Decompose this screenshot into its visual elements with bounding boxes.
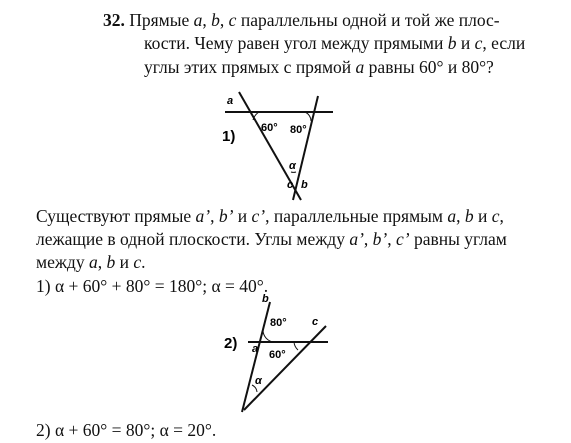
problem-number: 32. [103,10,125,30]
angle-alpha: α [255,375,262,387]
text: и [473,206,492,226]
var-b: b [106,252,116,272]
text: параллельны одной и той же плос- [236,10,500,30]
text: , [210,206,219,226]
var-b-prime: b’ [218,206,234,226]
figure-label: 1) [222,128,236,145]
angle-arc-80 [305,112,311,121]
text: кости. Чему равен угол между прямыми [144,33,448,53]
angle-60: 60° [261,122,278,134]
figure-1 [215,88,345,208]
text: , [219,10,229,30]
text: и [115,252,134,272]
figure-2 [222,290,352,416]
text: , [202,10,212,30]
problem-line-1 [103,10,500,30]
angle-60: 60° [269,349,286,361]
var-c: c [228,10,237,30]
text: лежащие в одной плоскости. Углы между [36,229,350,249]
angle-arc-60 [294,342,298,350]
var-a: a [447,206,457,226]
label-c: c [287,179,294,191]
text: и [233,206,252,226]
var-a: a [88,252,98,272]
solution-line-2 [36,229,507,249]
label-a: a [227,95,234,107]
text: , [97,252,107,272]
label-b: b [262,293,269,305]
solution-line-3 [36,252,146,272]
label-c: c [312,316,319,328]
var-c: c [133,252,142,272]
text: углы этих прямых с прямой [144,57,356,77]
solution-line-1 [36,206,504,226]
var-a-prime: a’ [195,206,211,226]
var-b: b [211,10,220,30]
text: . [141,252,146,272]
line-b [242,302,270,412]
var-a: a [355,57,365,77]
problem-line-3 [144,57,494,77]
text: равны углам [409,229,507,249]
var-a-prime: a’ [349,229,364,249]
text: , если [482,33,526,53]
var-b: b [447,33,457,53]
figure-label: 2) [224,335,238,352]
text: , параллельные прямым [265,206,448,226]
text: и [456,33,475,53]
text: , [456,206,465,226]
text: , [387,229,396,249]
text: равны 60° и 80°? [364,57,494,77]
angle-alpha: α [289,160,296,172]
angle-80: 80° [290,124,307,136]
var-b-prime: b’ [372,229,388,249]
text: Существуют прямые [36,206,196,226]
label-b: b [301,179,308,191]
label-a: a [252,343,259,355]
text: , [499,206,504,226]
var-a: a [193,10,203,30]
problem-line-2 [144,33,525,53]
var-c: c [474,33,483,53]
text: Прямые [129,10,194,30]
angle-arc-80 [263,330,274,342]
var-c: c [491,206,500,226]
text: , [363,229,373,249]
var-b: b [464,206,474,226]
text: между [36,252,89,272]
var-c-prime: c’ [251,206,266,226]
var-c-prime: c’ [396,229,410,249]
line-c [244,326,326,410]
figure-1-drawing [215,88,345,208]
figure-2-drawing [222,290,352,416]
solution-case-1: 1) α + 60° + 80° = 180°; α = 40°. [36,276,269,296]
angle-80: 80° [270,317,287,329]
solution-case-2: 2) α + 60° = 80°; α = 20°. [36,420,217,440]
